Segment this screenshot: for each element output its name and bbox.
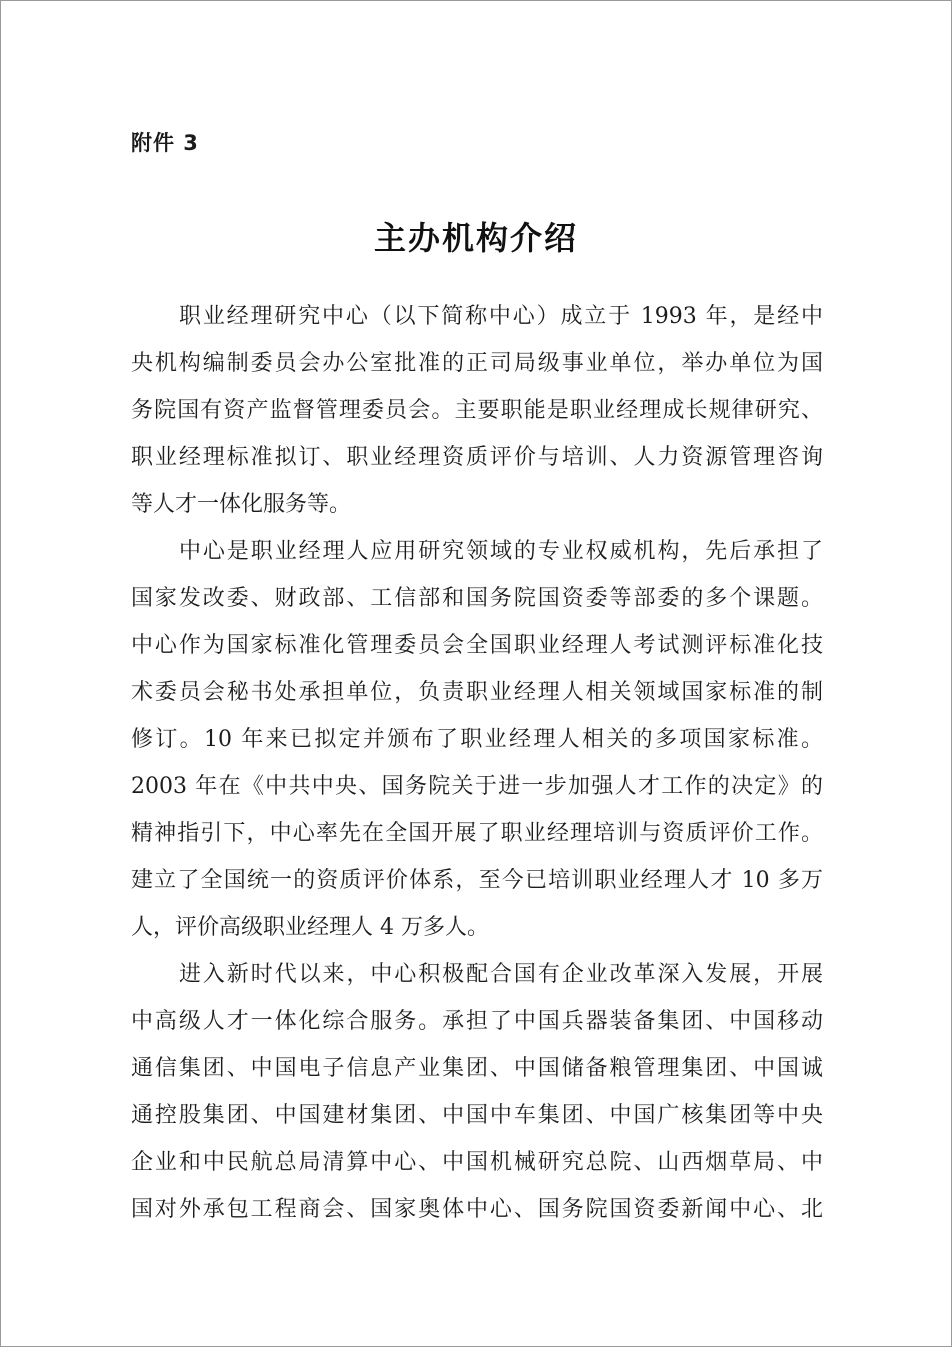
paragraph-3-line-2: 中高级人才一体化综合服务。承担了中国兵器装备集团、中国移动 [131, 1009, 823, 1034]
paragraph-1-line-3: 务院国有资产监督管理委员会。主要职能是职业经理成长规律研究、 [131, 398, 823, 423]
paragraph-2-line-4: 术委员会秘书处承担单位，负责职业经理人相关领域国家标准的制 [131, 680, 823, 705]
paragraph-2-line-3: 中心作为国家标准化管理委员会全国职业经理人考试测评标准化技 [131, 633, 823, 658]
paragraph-2-line-9: 人，评价高级职业经理人 4 万多人。 [131, 915, 489, 940]
paragraph-1-line-2: 央机构编制委员会办公室批准的正司局级事业单位，举办单位为国 [131, 351, 823, 376]
paragraph-3-line-6: 国对外承包工程商会、国家奥体中心、国务院国资委新闻中心、北 [131, 1197, 823, 1222]
paragraph-3-line-5: 企业和中民航总局清算中心、中国机械研究总院、山西烟草局、中 [131, 1150, 823, 1175]
attachment-label: 附件 3 [131, 131, 199, 155]
paragraph-2-line-6: 2003 年在《中共中央、国务院关于进一步加强人才工作的决定》的 [131, 774, 823, 799]
paragraph-2-line-1: 中心是职业经理人应用研究领域的专业权威机构，先后承担了 [179, 539, 823, 564]
paragraph-1-line-1: 职业经理研究中心（以下简称中心）成立于 1993 年，是经中 [179, 304, 823, 329]
body-text [131, 293, 823, 1233]
paragraph-3-line-1: 进入新时代以来，中心积极配合国有企业改革深入发展，开展 [179, 962, 823, 987]
paragraph-2-line-7: 精神指引下，中心率先在全国开展了职业经理培训与资质评价工作。 [131, 821, 823, 846]
paragraph-3-line-3: 通信集团、中国电子信息产业集团、中国储备粮管理集团、中国诚 [131, 1056, 823, 1081]
paragraph-1-line-4: 职业经理标准拟订、职业经理资质评价与培训、人力资源管理咨询 [131, 445, 823, 470]
paragraph-2-line-8: 建立了全国统一的资质评价体系，至今已培训职业经理人才 10 多万 [131, 868, 823, 893]
paragraph-1-line-5: 等人才一体化服务等。 [131, 492, 352, 517]
paragraph-2-line-5: 修订。10 年来已拟定并颁布了职业经理人相关的多项国家标准。 [131, 727, 823, 752]
paragraph-2-line-2: 国家发改委、财政部、工信部和国务院国资委等部委的多个课题。 [131, 586, 823, 611]
page-title: 主办机构介绍 [373, 219, 578, 257]
paragraph-3-line-4: 通控股集团、中国建材集团、中国中车集团、中国广核集团等中央 [131, 1103, 823, 1128]
